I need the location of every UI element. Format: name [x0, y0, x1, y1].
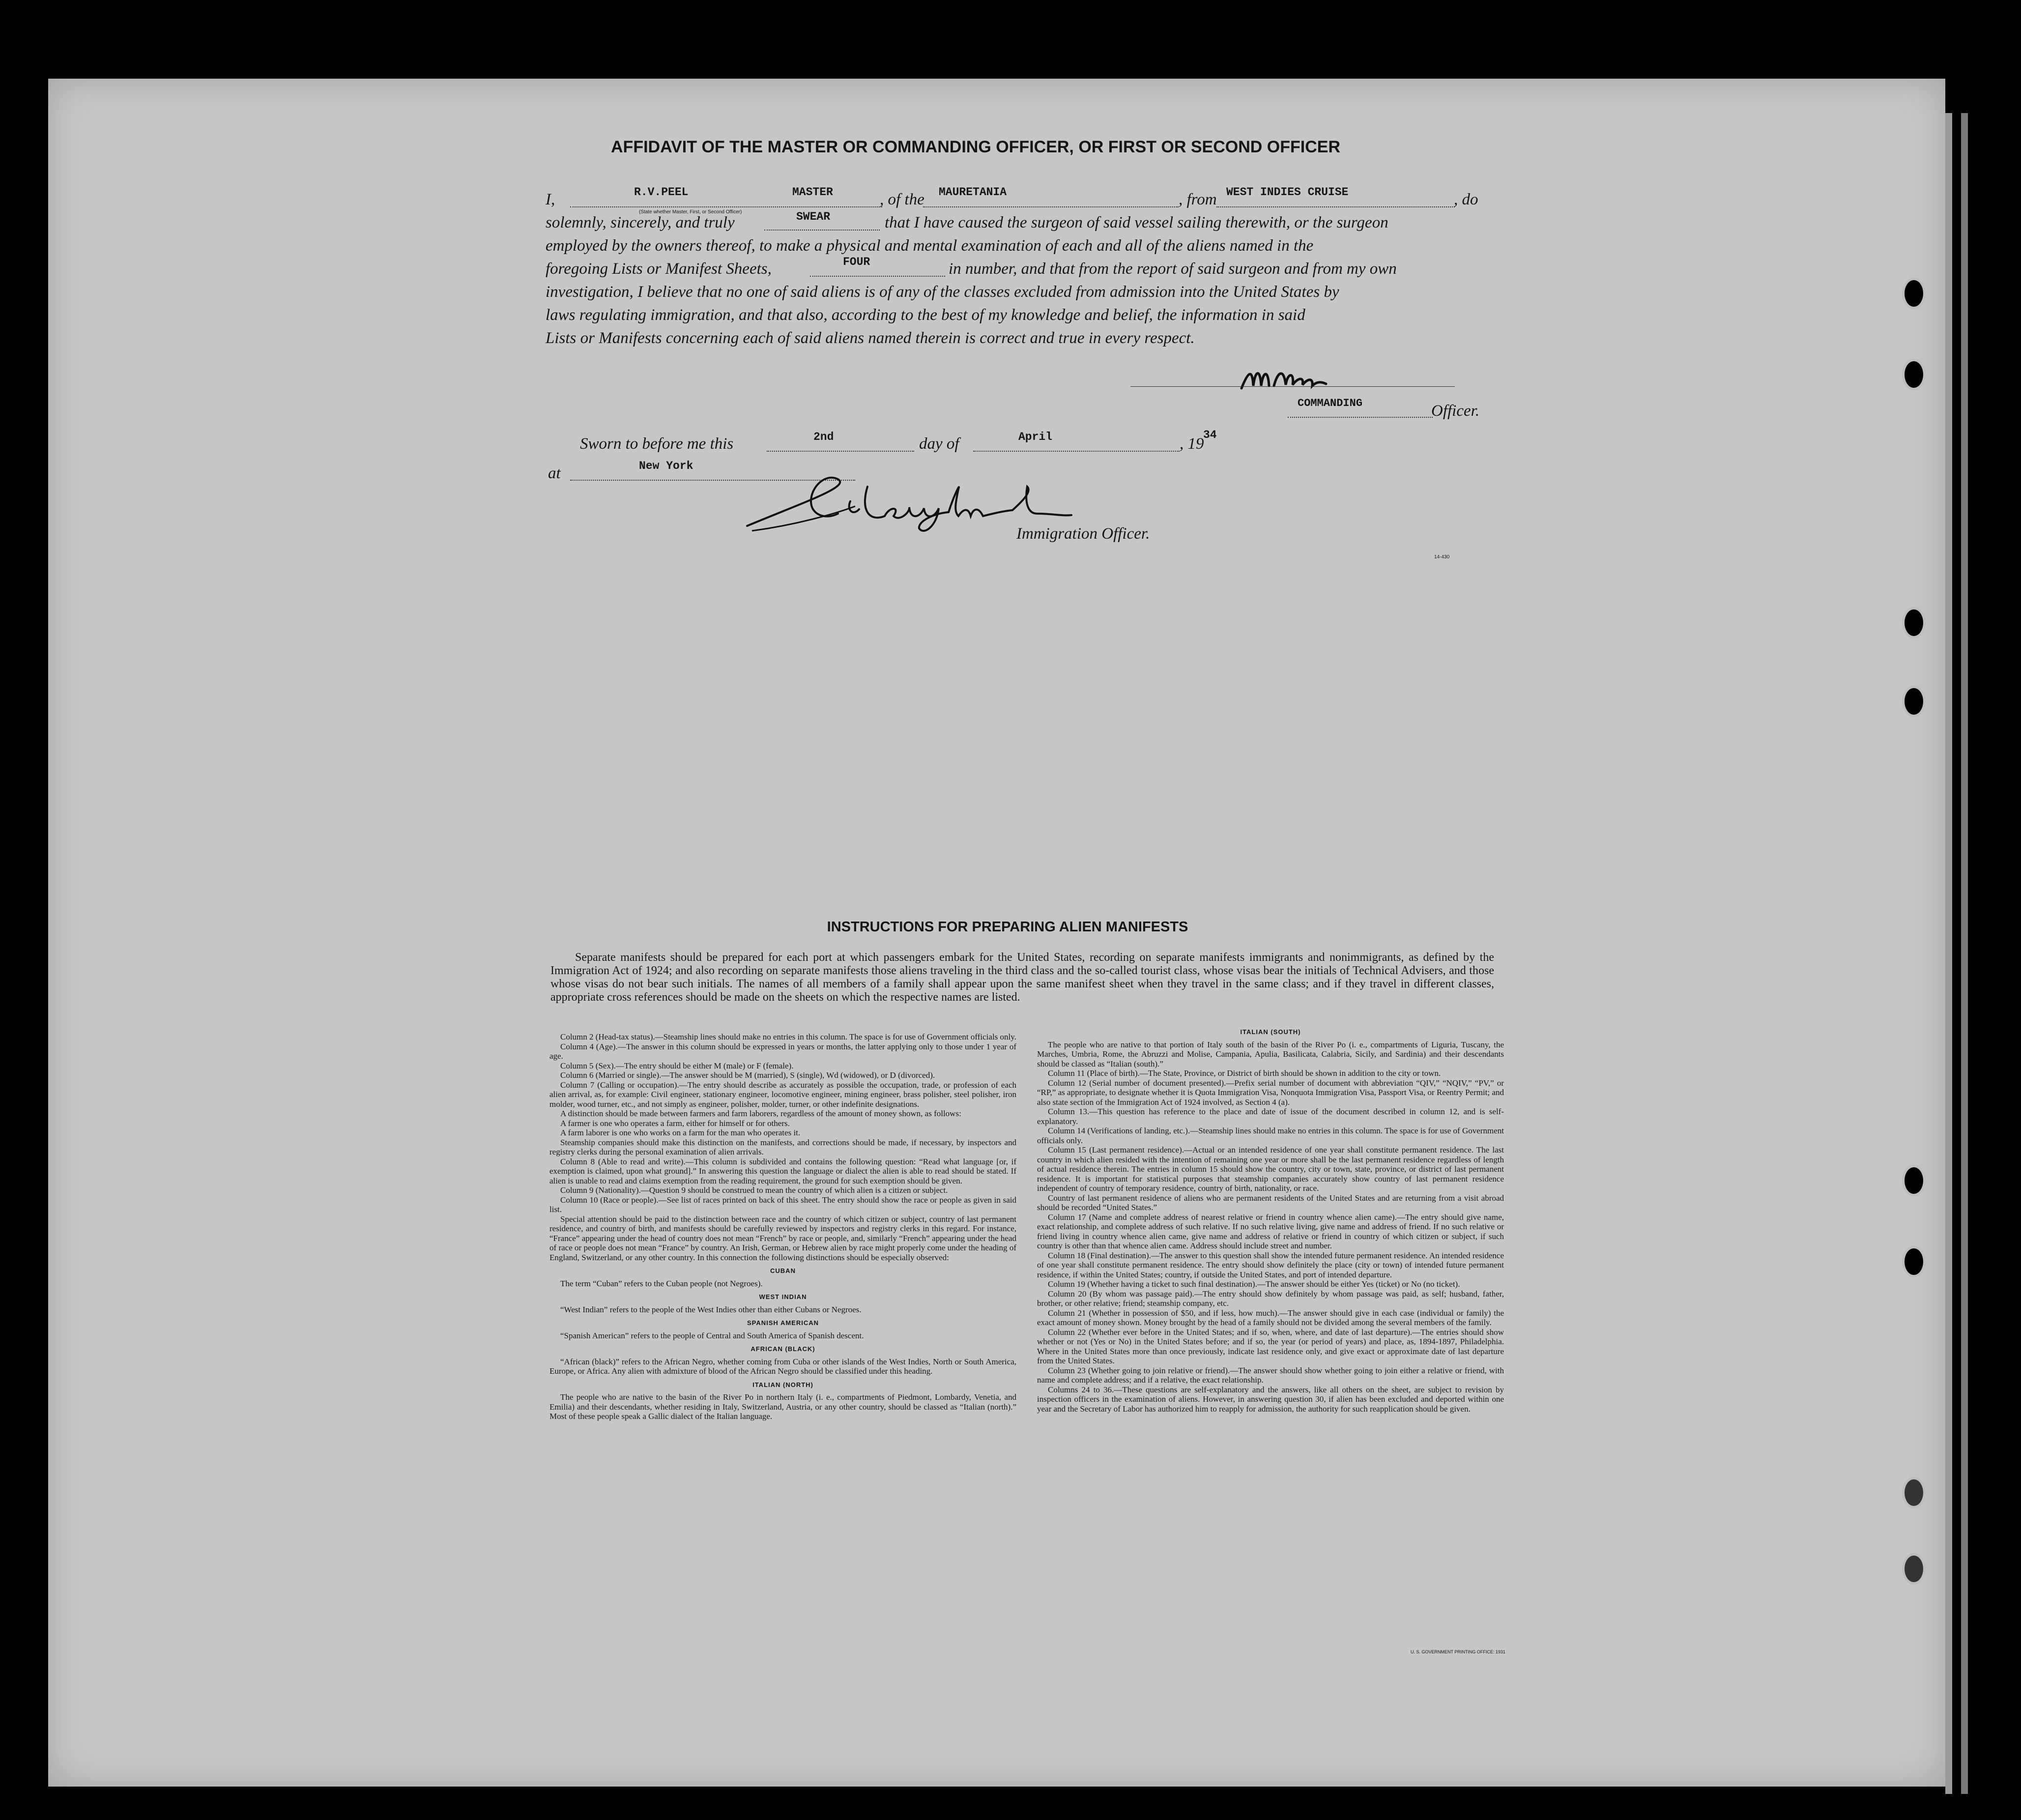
instruction-paragraph: Column 7 (Calling or occupation).—The entry should describe as accurately as possible the occupation, trade, or profession of each alien arrival, as, for example: Civil engineer, stationary engineer, locomotive engineer, mining engineer, brass polisher, steel polisher, iron molder, wood turner, etc., and not simply as engineer, polisher, molder, turner, or other indefinite designations.: [549, 1080, 1016, 1109]
instruction-paragraph: Columns 24 to 36.—These questions are self-explanatory and the answers, like all others on the sheet, are subject to revision by inspection officers in the examination of aliens. However, in answering question 30, if alien has been excluded and deported within one year and the Secretary of Labor has authorized him to reapply for admission, the authority for such reapplication should be given.: [1037, 1385, 1504, 1414]
commanding-line: [1288, 417, 1433, 418]
instruction-paragraph: Column 22 (Whether ever before in the United States; and if so, when, where, and date of last departure).—The entries should show whether or not (Yes or No) in the United States before; and if so, the year (or period of years) and place, as, 1894-1897, Philadelphia. Where in the United States more than once previously, indicate last residence only, and give exact or approximate date of last departure from the United States.: [1037, 1327, 1504, 1365]
instruction-paragraph: Column 6 (Married or single).—The answer should be M (married), S (single), Wd (widowed), or D (divorced).: [560, 1070, 935, 1080]
instruction-paragraph: Column 5 (Sex).—The entry should be either M (male) or F (female).: [560, 1061, 794, 1070]
binder-hole: [1902, 1165, 1926, 1196]
officer-rank: MASTER: [792, 186, 833, 199]
i-label: I,: [546, 191, 555, 208]
instruction-paragraph: A distinction should be made between farmers and farm laborers, regardless of the amount of money shown, as follows:: [560, 1109, 961, 1118]
commanding-value: COMMANDING: [1298, 397, 1363, 409]
signature-line: [1130, 386, 1455, 387]
port-line: [1216, 206, 1455, 207]
port-from: WEST INDIES CRUISE: [1226, 186, 1349, 199]
instruction-paragraph: The people who are native to that portion of Italy south of the basin of the River Po (i. e., compartments of Liguria, Tuscany, the Marches, Umbria, Rome, the Abruzzi and Molise, Campania, Apulia, Basilicata, Calabria, Sicily, and Sardinia) and their descendants should be classed as “Italian (south).”: [1037, 1040, 1504, 1069]
binder-hole: [1902, 1246, 1926, 1277]
affidavit-line-2-post: that I have caused the surgeon of said vessel sailing therewith, or the surgeon: [885, 214, 1388, 231]
cuban-text: The term “Cuban” refers to the Cuban people (not Negroes).: [560, 1278, 763, 1288]
day-line: [767, 451, 914, 452]
affidavit-line-7: Lists or Manifests concerning each of said aliens named therein is correct and true in every respect.: [546, 329, 1195, 347]
instruction-paragraph: Column 14 (Verifications of landing, etc.).—Steamship lines should make no entries in this column. The space is for use of Government officials only.: [1037, 1126, 1504, 1145]
instruction-paragraph: Column 15 (Last permanent residence).—Actual or an intended residence of one year shall constitute permanent residence. The last country in which alien resided with the intention of remaining one year or more shall be the last permanent residence regardless of length of actual residence therein. The entries in column 15 should show the country, city or town, state, province, or district of last permanent residence. It is important for statistical purposes that steamship companies accurately show country of last permanent residence independent of country of temporary residence, country of birth, nationality, or race.: [1037, 1145, 1504, 1193]
from-label: , from: [1179, 191, 1217, 208]
officer-name: R.V.PEEL: [634, 186, 689, 199]
binder-hole: [1902, 607, 1926, 638]
instruction-paragraph: Column 12 (Serial number of document presented).—Prefix serial number of document with abbreviation “QIV,” “NQIV,” “PV,” or “RP,” as appropriate, to designate whether it is Quota Immigration Visa, Nonquota Immigration Visa, Passport Visa, or Reentry Permit; and also state section of the Immigration Act of 1924 involved, as Section 4 (a).: [1037, 1078, 1504, 1107]
binder-hole: [1902, 278, 1926, 309]
officer-label: Officer.: [1431, 402, 1480, 420]
instruction-paragraph: Column 11 (Place of birth).—The State, Province, or District of birth should be shown in addition to the city or town.: [1048, 1069, 1441, 1078]
month-line: [973, 451, 1180, 452]
do-label: , do: [1454, 191, 1478, 208]
affidavit-line-4-post: in number, and that from the report of said surgeon and from my own: [949, 260, 1397, 278]
spanish-american-heading: SPANISH AMERICAN: [747, 1319, 819, 1327]
master-signature: [1239, 361, 1357, 396]
day-of-label: day of: [919, 435, 959, 453]
italian-north-text: The people who are native to the basin of the River Po in northern Italy (i. e., compartments of Piedmont, Lombardy, Venetia, and Emilia) and their descendants, whether residing in Italy, Switzerland, Austria, or any other country, should be classed as “Italian (north).” Most of these people speak a Gallic dialect of the Italian language.: [549, 1392, 1016, 1421]
sworn-label: Sworn to before me this: [580, 435, 734, 453]
of-the-label: , of the: [880, 191, 924, 208]
african-heading: AFRICAN (BLACK): [751, 1345, 815, 1353]
african-text: “African (black)” refers to the African Negro, whether coming from Cuba or other islands of the West Indies, North or South America, Europe, or Africa. Any alien with admixture of blood of the African Negro should be classified under this heading.: [549, 1357, 1016, 1376]
immigration-officer-label: Immigration Officer.: [1016, 525, 1150, 543]
sheets-line: [810, 276, 945, 277]
swear-line: [764, 230, 880, 231]
instructions-title: INSTRUCTIONS FOR PREPARING ALIEN MANIFESTS: [827, 919, 1188, 935]
swear-value: SWEAR: [796, 210, 831, 223]
printing-office-note: U. S. GOVERNMENT PRINTING OFFICE: 1931: [1411, 1649, 1505, 1654]
instruction-paragraph: Column 23 (Whether going to join relative or friend).—The answer should show whether going to join either a relative or friend, with name and complete address; and if a relative, the exact relationship.: [1037, 1365, 1504, 1385]
spanish-american-text: “Spanish American” refers to the people of Central and South America of Spanish descent.: [560, 1330, 864, 1340]
sworn-day: 2nd: [813, 431, 834, 443]
italian-north-heading: ITALIAN (NORTH): [752, 1381, 813, 1388]
west-indian-text: “West Indian” refers to the people of the West Indies other than either Cubans or Negroes.: [560, 1304, 862, 1314]
instruction-paragraph: A farm laborer is one who works on a farm for the man who operates it.: [560, 1128, 801, 1137]
page-edge: [1945, 113, 1952, 1794]
affidavit-line-6: laws regulating immigration, and that also, according to the best of my knowledge and belief, the information in said: [546, 306, 1305, 324]
instructions-right-column: [1037, 1027, 1504, 1414]
instructions-intro: Separate manifests should be prepared for each port at which passengers embark for the United States, recording on separate manifests immigrants and nonimmigrants, as defined by the Immigration Act of 1924; and also recording on separate manifests those aliens traveling in the third class and the so-called tourist class, whose visas bear the initials of Technical Advisers, and those whose visas do not bear such initials. The names of all members of a family shall appear upon the same manifest sheet when they travel in the same class; and if they travel in different classes, appropriate cross references should be made on the sheets on which the respective names are listed.: [550, 951, 1494, 1004]
vessel-line: [923, 206, 1179, 207]
instruction-paragraph: Column 21 (Whether in possession of $50, and if less, how much).—The answer should give in each case (individual or family) the exact amount of money shown. Money brought by the head of a family should not be divided among the several members of the family.: [1037, 1308, 1504, 1327]
instruction-paragraph: Column 8 (Able to read and write).—This column is subdivided and contains the following question: “Read what language [or, if exemption is claimed, upon what ground].” In answering this question the language or dialect the alien is able to read should be stated. If alien is unable to read and claims exemption from the reading requirement, the ground for such exemption should be given.: [549, 1156, 1016, 1185]
instruction-paragraph: Country of last permanent residence of aliens who are permanent residents of the United States and are returning from a visit abroad should be recorded “United States.”: [1037, 1193, 1504, 1212]
rank-note: (State whether Master, First, or Second Officer): [639, 209, 742, 215]
instruction-paragraph: Special attention should be paid to the distinction between race and the country of which citizen or subject, country of last permanent residence, and country of birth, and manifests should be carefully reviewed by inspectors and registry clerks in this regard. For instance, “France” appearing under the head of country does not mean “French” by race or people, and, similarly “French” appearing under the head of race or people does not mean “France” by country. An Irish, German, or Hebrew alien by race might properly come under the heading of England, Switzerland, or any other country. In this connection the following distinctions should be especially observed:: [549, 1214, 1016, 1262]
affidavit-line-3: employed by the owners thereof, to make a physical and mental examination of each and all of the aliens named in the: [546, 237, 1314, 255]
affidavit-line-5: investigation, I believe that no one of said aliens is of any of the classes excluded from admission into the United States by: [546, 283, 1339, 301]
instruction-paragraph: Column 10 (Race or people).—See list of races printed on back of this sheet. The entry should show the race or people as given in said list.: [549, 1195, 1016, 1214]
instruction-paragraph: Column 17 (Name and complete address of nearest relative or friend in country whence alien came).—The entry should give name, exact relationship, and complete address of such relative. If no such relative living, give name and address of friend. If no such relative or friend living in country whence alien came, give name and address of relative or friend in country of which citizen or subject, if such country is other than that whence alien came. Address should include street and number.: [1037, 1212, 1504, 1250]
affidavit-line-4-pre: foregoing Lists or Manifest Sheets,: [546, 260, 772, 278]
binder-hole: [1902, 1553, 1926, 1585]
instruction-paragraph: Column 9 (Nationality).—Question 9 should be construed to mean the country of which alien is a citizen or subject.: [560, 1185, 948, 1195]
binder-hole: [1902, 686, 1926, 717]
italian-south-heading: ITALIAN (SOUTH): [1240, 1028, 1301, 1036]
form-number: 14-430: [1434, 554, 1450, 560]
west-indian-heading: WEST INDIAN: [759, 1293, 807, 1300]
instruction-paragraph: Column 19 (Whether having a ticket to such final destination).—The answer should be either Yes (ticket) or No (no ticket).: [1048, 1279, 1460, 1289]
sheets-count: FOUR: [843, 256, 870, 268]
affidavit-title: AFFIDAVIT OF THE MASTER OR COMMANDING OFFICER, OR FIRST OR SECOND OFFICER: [611, 138, 1340, 156]
instruction-paragraph: A farmer is one who operates a farm, either for himself or for others.: [560, 1118, 790, 1128]
cuban-heading: CUBAN: [770, 1267, 796, 1274]
year-prefix: , 19: [1180, 435, 1204, 453]
sworn-month: April: [1018, 431, 1053, 443]
instruction-paragraph: Column 13.—This question has reference to the place and date of issue of the document described in column 12, and is self-explanatory.: [1037, 1107, 1504, 1126]
instruction-paragraph: Column 18 (Final destination).—The answer to this question shall show the intended future permanent residence. An intended residence of one year shall constitute permanent residence. The entry should show definitely the place (city or town) of intended future permanent residence, if within the United States; country, if outside the United States, and port of intended departure.: [1037, 1250, 1504, 1279]
binder-hole: [1902, 359, 1926, 390]
at-label: at: [548, 464, 561, 482]
place-value: New York: [639, 460, 693, 472]
binder-hole: [1902, 1477, 1926, 1508]
instruction-paragraph: Column 4 (Age).—The answer in this column should be expressed in years or months, the latter applying only to those under 1 year of age.: [549, 1041, 1016, 1061]
sworn-year: 34: [1203, 429, 1217, 441]
affidavit-line-2-pre: solemnly, sincerely, and truly: [546, 214, 735, 231]
name-line: [570, 206, 882, 207]
vessel-name: MAURETANIA: [939, 186, 1007, 199]
page-edge: [1961, 113, 1968, 1794]
instructions-left-column: [549, 1032, 1016, 1421]
instruction-paragraph: Column 20 (By whom was passage paid).—The entry should show definitely by whom passage was paid, as self; husband, father, brother, or other relative; friend; steamship company, etc.: [1037, 1289, 1504, 1308]
instruction-paragraph: Steamship companies should make this distinction on the manifests, and corrections should be made, if necessary, by inspectors and registry clerks during the personal examination of alien arrivals.: [549, 1137, 1016, 1156]
instruction-paragraph: Column 2 (Head-tax status).—Steamship lines should make no entries in this column. The space is for use of Government officials only.: [560, 1032, 1016, 1041]
